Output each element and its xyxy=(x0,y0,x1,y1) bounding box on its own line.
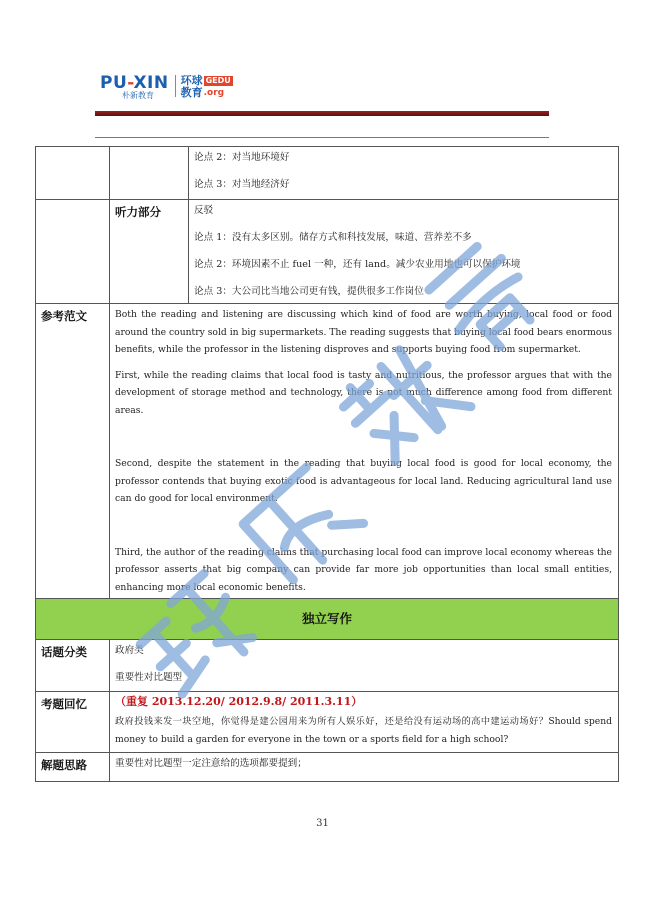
page-number: 31 xyxy=(316,818,329,829)
reading-point: 论点 2：对当地环境好 xyxy=(194,152,290,163)
recall-question: 政府投钱来发一块空地，你觉得是建公园用来为所有人娱乐好，还是给没有运动场的高中建运动场好？Should spend money to build a garden for everyone in the town or a sports field for a high school? xyxy=(115,716,612,745)
table-row-section xyxy=(36,599,619,640)
recall-cell xyxy=(110,692,619,753)
essay-paragraph: Both the reading and listening are discussing which kind of food are worth buying, local food or food around the country sold in big supermarkets. The reading suggests that buying local food bears enormous benefits, while the professor in the listening disproves and supports buying food from supermarket. xyxy=(115,309,612,355)
gedu-badge: GEDU xyxy=(205,76,231,85)
puxin-logo xyxy=(100,75,169,100)
table-row-sample xyxy=(36,304,619,599)
puxin-wordmark-dash: - xyxy=(127,73,134,93)
topic-line: 重要性对比题型 xyxy=(115,672,183,683)
puxin-wordmark-b: XIN xyxy=(133,73,169,93)
header-bar xyxy=(95,111,549,116)
sample-label: 参考范文 xyxy=(36,304,110,599)
table-row-reading xyxy=(36,147,619,200)
listening-label: 听力部分 xyxy=(110,200,189,304)
header-rule xyxy=(95,137,549,138)
puxin-wordmark-a: PU xyxy=(100,73,128,93)
topic-line: 政府类 xyxy=(115,645,144,656)
gedu-cn2: 教育 xyxy=(180,86,203,99)
table-row-listening xyxy=(36,200,619,304)
listening-line: 论点 2：环境因素不止 fuel 一种，还有 land。减少农业用地也可以保护环境 xyxy=(194,259,521,270)
essay-paragraph: Second, despite the statement in the reading that buying local food is good for local economy, the professor contends that buying exotic food is advantageous for local land. Reducing agricultural land use can do good for local environment. xyxy=(115,458,612,504)
recall-repeat-dates: （重复 2013.12.20/ 2012.9.8/ 2011.3.11） xyxy=(115,695,363,708)
listening-cell xyxy=(189,200,619,304)
table-row-approach xyxy=(36,753,619,782)
listening-line: 论点 3：大公司比当地公司更有钱，提供很多工作岗位 xyxy=(194,286,424,297)
gedu-org: .org xyxy=(203,88,225,98)
gedu-cn1: 环球 xyxy=(180,74,203,87)
empty-cell xyxy=(36,200,110,304)
gedu-logo xyxy=(181,75,233,99)
approach-cell xyxy=(110,753,619,782)
reading-point: 论点 3：对当地经济好 xyxy=(194,179,290,190)
section-title: 独立写作 xyxy=(301,611,352,626)
section-header xyxy=(36,599,619,640)
listening-line: 反驳 xyxy=(194,205,214,216)
puxin-subtitle: 朴新教育 xyxy=(122,91,154,100)
essay-paragraph: First, while the reading claims that local food is tasty and nutritious, the professor argues that with the development of storage method and technology, there is not much difference among food from different areas. xyxy=(115,369,612,416)
puxin-wordmark xyxy=(100,75,169,91)
logo-separator xyxy=(175,75,176,97)
approach-text: 重要性对比题型一定注意给的选项都要提到； xyxy=(115,758,307,769)
table-row-recall xyxy=(36,692,619,753)
empty-cell xyxy=(36,147,110,200)
topic-label: 话题分类 xyxy=(36,640,110,692)
recall-label: 考题回忆 xyxy=(36,692,110,753)
topic-cell xyxy=(110,640,619,692)
approach-label: 解题思路 xyxy=(36,753,110,782)
sample-essay-cell xyxy=(110,304,619,599)
empty-cell xyxy=(110,147,189,200)
listening-line: 论点 1：没有太多区别。储存方式和科技发展，味道、营养差不多 xyxy=(194,232,472,243)
table-row-topic xyxy=(36,640,619,692)
header-logo xyxy=(100,75,233,101)
reading-points-cell xyxy=(189,147,619,200)
content-table xyxy=(35,146,619,782)
essay-paragraph: Third, the author of the reading claims that purchasing local food can improve local economy whereas the professor asserts that big company can provide far more job opportunities than local small entities, enhancing more local economic benefits. xyxy=(115,546,612,593)
